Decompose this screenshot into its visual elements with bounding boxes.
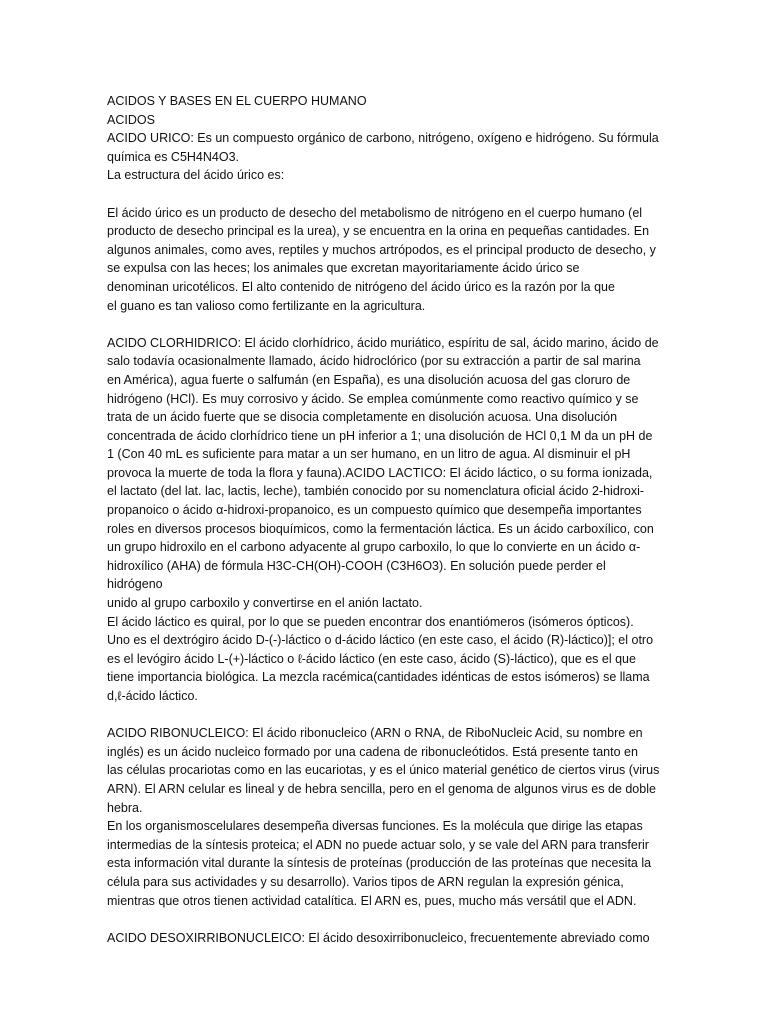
paragraph-gap	[107, 185, 663, 204]
ribonucleico-functions-paragraph: En los organismoscelulares desempeña diversas funciones. Es la molécula que dirige las etapas intermedias de la síntesis proteica; el ADN no puede actuar solo, y se vale del ARN para transferir esta información vital durante la síntesis de proteínas (producción de las proteínas que necesita la célula para sus actividades y su desarrollo). Varios tipos de ARN regulan la expresión génica, mientras que otros tienen actividad catalítica. El ARN es, pues, mucho más versátil que el ADN.	[107, 819, 652, 908]
urico-intro: ACIDO URICO: Es un compuesto orgánico de carbono, nitrógeno, oxígeno e hidrógeno. Su fórmula química es C5H4N4O3.	[107, 131, 659, 164]
clorhidrico-lactico-paragraph: ACIDO CLORHIDRICO: El ácido clorhídrico, ácido muriático, espíritu de sal, ácido marino, ácido de salo todavía ocasionalmente llamado, ácido hidroclórico (por su extracción a partir de sal marina en América), agua fuerte o salfumán (en España), es una disolución acuosa del gas cloruro de hidrógeno (HCl). Es muy corrosivo y ácido. Se emplea comúnmente como reactivo químico y se trata de un ácido fuerte que se disocia completamente en disolución acuosa. Una disolución concentrada de ácido clorhídrico tiene un pH inferior a 1; una disolución de HCl 0,1 M da un pH de 1 (Con 40 mL es suficiente para matar a un ser humano, en un litro de agua. Al disminuir el pH provoca la muerte de toda la flora y fauna).ACIDO LACTICO: El ácido láctico, o su forma ionizada, el lactato (del lat. lac, lactis, leche), también conocido por su nomenclatura oficial ácido 2-hidroxi- propanoico o ácido α-hidroxi-propanoico, es un compuesto químico que desempeña importantes roles en diversos procesos bioquímicos, como la fermentación láctica. Es un ácido carboxílico, con un grupo hidroxilo en el carbono adyacente al grupo carboxilo, lo que lo convierte en un ácido α- hidroxílico (AHA) de fórmula H3C-CH(OH)-COOH (C3H6O3). En solución puede perder el hidrógeno unido al grupo carboxilo y convertirse en el anión lactato.	[107, 335, 659, 611]
paragraph-gap	[107, 315, 663, 334]
urico-paragraph: El ácido úrico es un producto de desecho del metabolismo de nitrógeno en el cuerpo humano (el producto de desecho principal es la urea), y se encuentra en la orina en pequeñas cantidades. En algunos animales, como aves, reptiles y muchos artrópodos, es el principal producto de desecho, y se expulsa con las heces; los animales que excretan mayoritariamente ácido úrico se denominan uricotélicos. El alto contenido de nitrógeno del ácido úrico es la razón por la que el guano es tan valioso como fertilizante en la agricultura.	[107, 205, 656, 313]
paragraph-gap	[107, 910, 663, 929]
document-body	[107, 92, 663, 947]
lactico-quiral-paragraph: El ácido láctico es quiral, por lo que se pueden encontrar dos enantiómeros (isómeros ópticos). Uno es el dextrógiro ácido D-(-)-láctico o d-ácido láctico (en este caso, el ácido (R)-láctico)]; el otro es el levógiro ácido L-(+)-láctico o ℓ-ácido láctico (en este caso, ácido (S)-láctico), que es el que tiene importancia biológica. La mezcla racémica(cantidades idénticas de estos isómeros) se llama d,ℓ-ácido láctico.	[107, 614, 654, 703]
document-title: ACIDOS Y BASES EN EL CUERPO HUMANO	[107, 94, 367, 108]
urico-structure-line: La estructura del ácido úrico es:	[107, 168, 285, 183]
paragraph-gap	[107, 706, 663, 725]
section-heading: ACIDOS	[107, 112, 155, 127]
desoxirribonucleico-paragraph: ACIDO DESOXIRRIBONUCLEICO: El ácido desoxirribonucleico, frecuentemente abreviado como	[107, 930, 650, 945]
ribonucleico-paragraph: ACIDO RIBONUCLEICO: El ácido ribonucleico (ARN o RNA, de RiboNucleic Acid, su nombre en inglés) es un ácido nucleico formado por una cadena de ribonucleótidos. Está presente tanto en las células procariotas como en las eucariotas, y es el único material genético de ciertos virus (virus ARN). El ARN celular es lineal y de hebra sencilla, pero en el genoma de algunos virus es de doble hebra.	[107, 726, 660, 815]
